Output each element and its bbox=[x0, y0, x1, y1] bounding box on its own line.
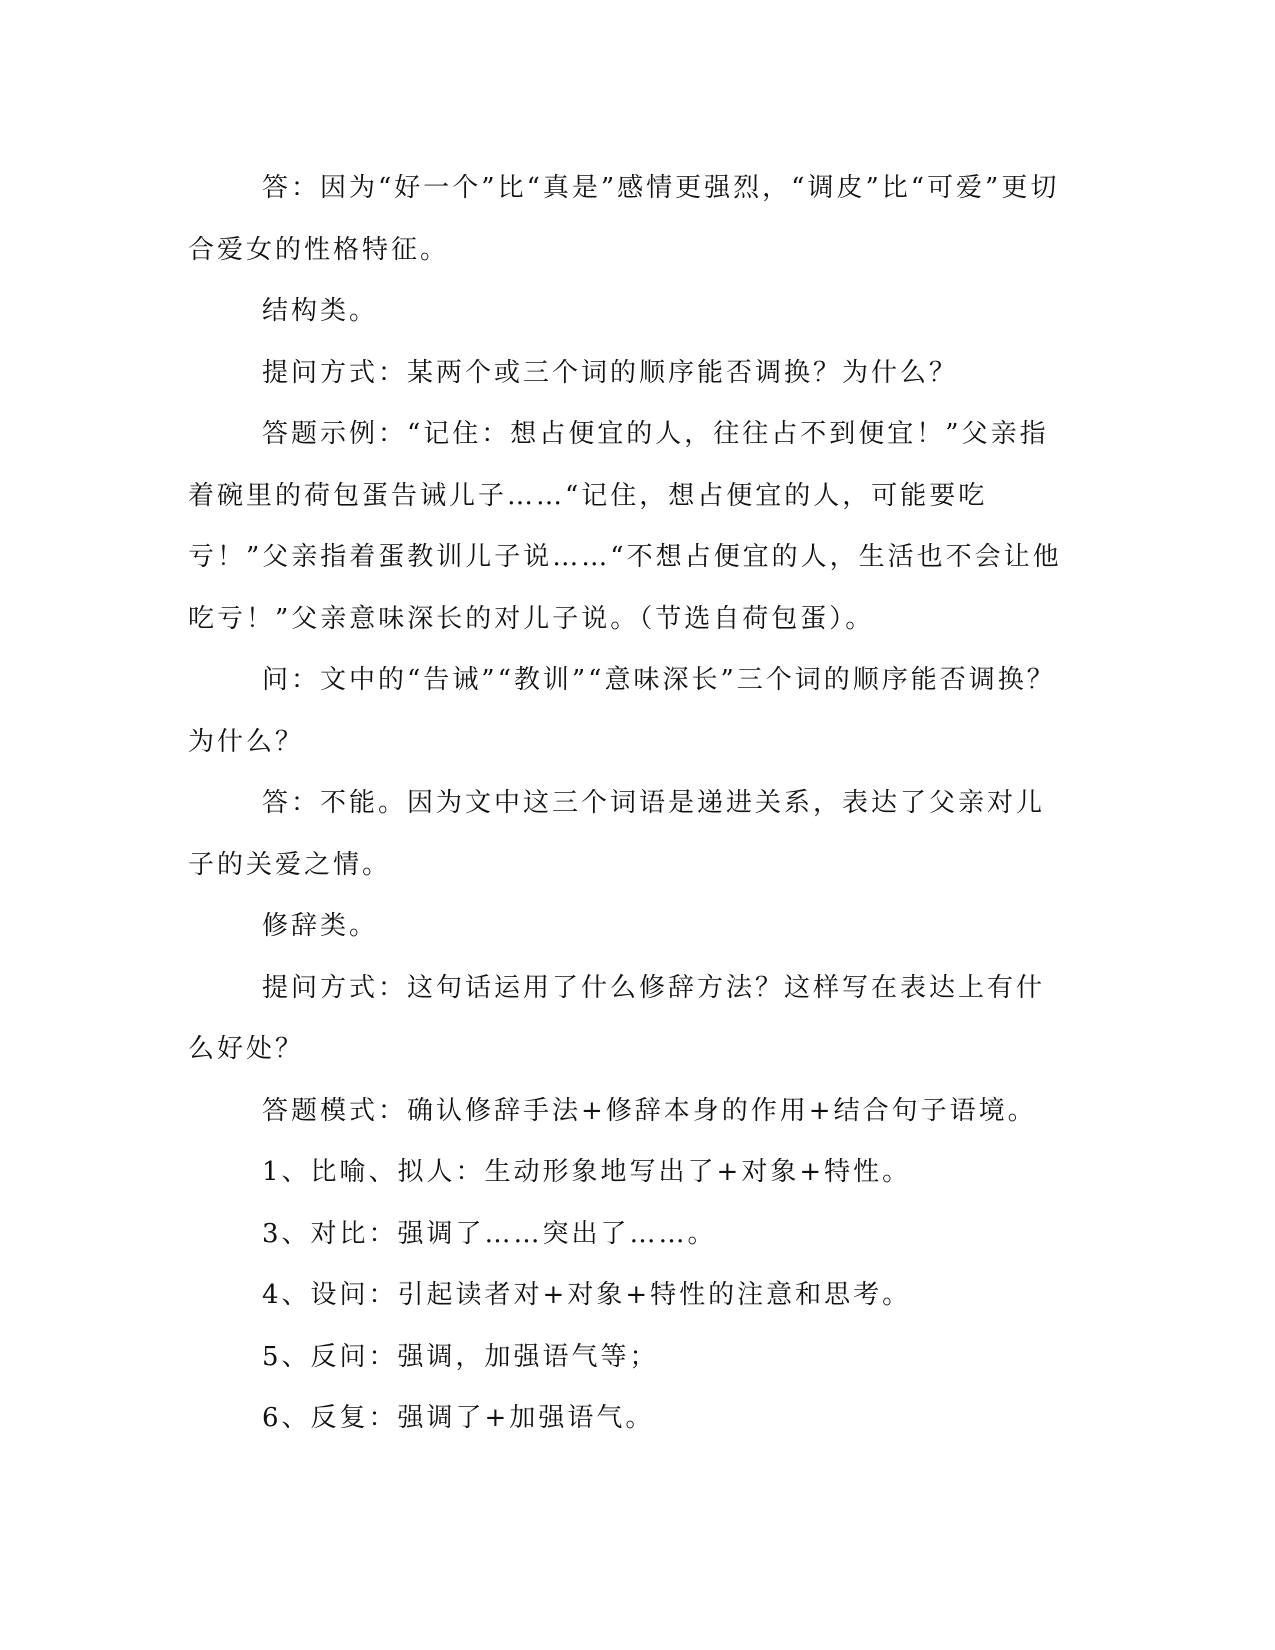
question-format-structure: 提问方式：某两个或三个词的顺序能否调换？为什么？ bbox=[262, 357, 959, 388]
answer-paragraph-2: 答：不能。因为文中这三个词语是递进关系，表达了父亲对儿子的关爱之情。 bbox=[188, 788, 1046, 880]
list-item-rhetorical-question: 4、设问：引起读者对+对象+特性的注意和思考。 bbox=[262, 1280, 912, 1310]
body-text bbox=[188, 158, 1068, 1450]
example-paragraph: 答题示例：“记住：想占便宜的人，往往占不到便宜！”父亲指着碗里的荷包蛋告诫儿子……“记住，想占便宜的人，可能要吃亏！”父亲指着蛋教训儿子说……“不想占便宜的人，生活也不会让他吃亏！”父亲意味深长的对儿子说。（节选自荷包蛋）。 bbox=[188, 419, 1062, 634]
answer-paragraph-1: 答：因为“好一个”比“真是”感情更强烈，“调皮”比“可爱”更切合爱女的性格特征。 bbox=[188, 173, 1060, 265]
section-heading-rhetoric: 修辞类。 bbox=[262, 911, 379, 941]
list-item-metaphor: 1、比喻、拟人：生动形象地写出了+对象+特性。 bbox=[262, 1157, 912, 1187]
answer-pattern: 答题模式：确认修辞手法+修辞本身的作用+结合句子语境。 bbox=[262, 1095, 1037, 1126]
section-heading-structure: 结构类。 bbox=[262, 296, 379, 326]
list-item-contrast: 3、对比：强调了……突出了……。 bbox=[262, 1218, 717, 1249]
list-item-counter-question: 5、反问：强调，加强语气等； bbox=[262, 1341, 659, 1372]
question-format-rhetoric: 提问方式：这句话运用了什么修辞方法？这样写在表达上有什么好处？ bbox=[188, 972, 1046, 1064]
list-item-repetition: 6、反复：强调了+加强语气。 bbox=[262, 1403, 655, 1433]
question-paragraph: 问：文中的“告诫”“教训”“意味深长”三个词的顺序能否调换？为什么？ bbox=[188, 665, 1056, 757]
